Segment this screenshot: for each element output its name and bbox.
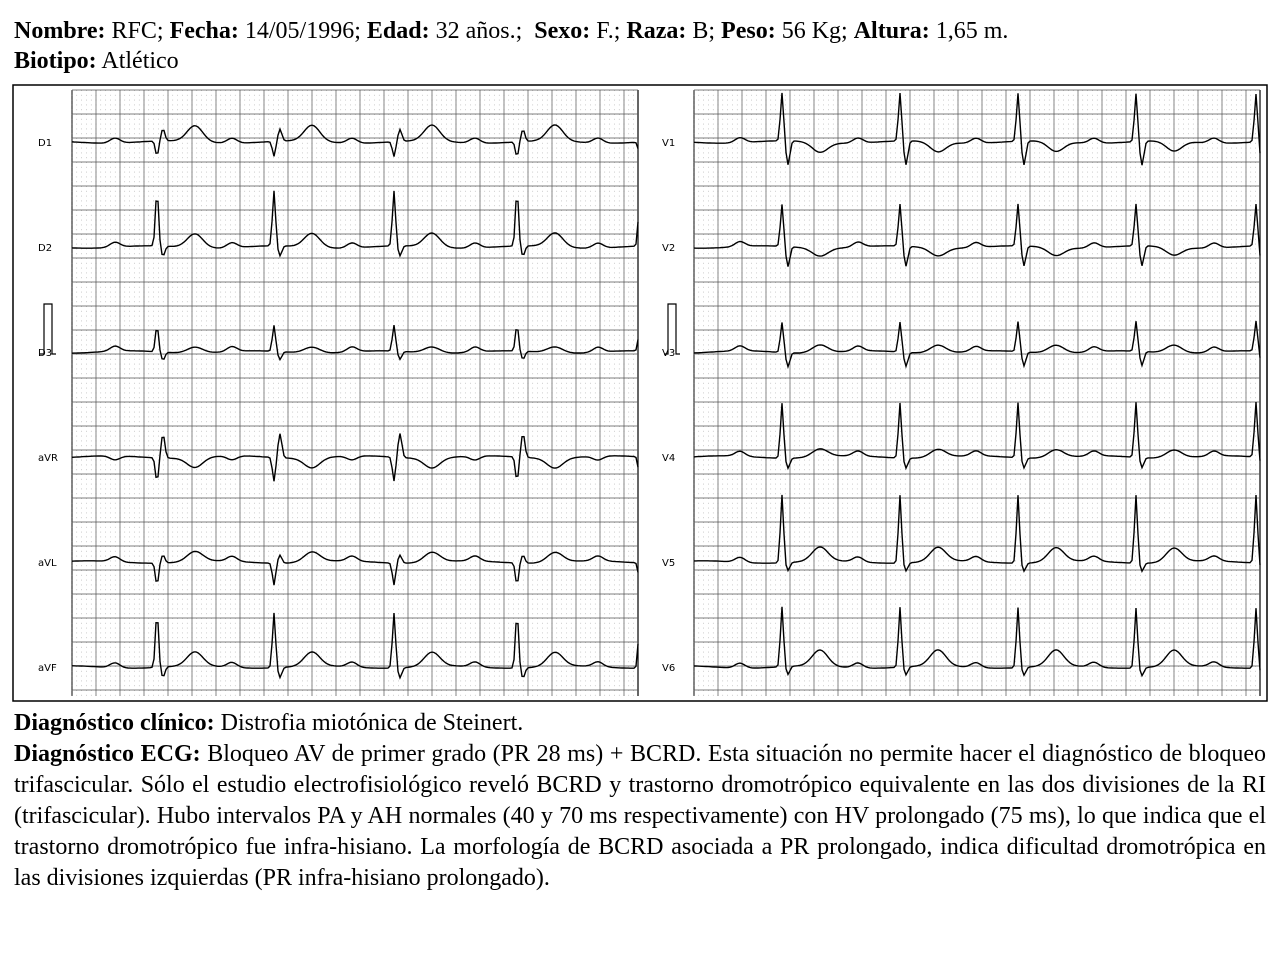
lead-label-v3: V3	[662, 348, 676, 359]
diagnosis-section	[14, 708, 1266, 894]
age-label: Edad:	[366, 18, 430, 44]
lead-label-d3: D3	[38, 348, 53, 359]
patient-header	[14, 16, 1264, 76]
ecg-tracing	[12, 84, 1268, 702]
lead-label-v5: V5	[662, 558, 676, 569]
lead-label-avl: aVL	[38, 558, 57, 569]
sex-label: Sexo:	[534, 18, 591, 44]
weight-value: 56 Kg;	[781, 18, 848, 44]
clinical-diagnosis	[14, 708, 1266, 739]
lead-label-v4: V4	[662, 453, 676, 464]
height-label: Altura:	[853, 18, 930, 44]
clinical-diagnosis-label: Diagnóstico clínico:	[14, 710, 215, 736]
lead-label-d1: D1	[38, 138, 53, 149]
ecg-figure	[12, 84, 1268, 702]
lead-label-v1: V1	[662, 138, 676, 149]
lead-label-v2: V2	[662, 243, 676, 254]
patient-info-line	[14, 16, 1264, 46]
biotype-label: Biotipo:	[14, 48, 97, 74]
lead-label-avf: aVF	[38, 663, 57, 674]
weight-label: Peso:	[721, 18, 776, 44]
lead-label-d2: D2	[38, 243, 53, 254]
biotype-line	[14, 46, 1264, 76]
ecg-diagnosis	[14, 739, 1266, 894]
ecg-diagnosis-text: Bloqueo AV de primer grado (PR 28 ms) + BCRD. Esta situación no permite hacer el diagnóstico de bloqueo trifascicular. Sólo el estudio electrofisiológico reveló BCRD y trastorno dromotrópico equivalente en las dos divisiones de la RI (trifascicular). Hubo intervalos PA y AH normales (40 y 70 ms respectivamente) con HV prolongado (75 ms), lo que indica que el trastorno dromotrópico fue infra-hisiano. La morfología de BCRD asociada a PR prolongado, indica dificultad dromotrópica en las divisiones izquierdas (PR infra-hisiano prolongado).	[14, 741, 1266, 891]
race-value: B;	[692, 18, 716, 44]
date-value: 14/05/1996;	[244, 18, 361, 44]
name-value: RFC;	[111, 18, 164, 44]
clinical-diagnosis-text: Distrofia miotónica de Steinert.	[220, 710, 524, 736]
name-label: Nombre:	[14, 18, 106, 44]
height-value: 1,65 m.	[935, 18, 1009, 44]
date-label: Fecha:	[169, 18, 239, 44]
ecg-diagnosis-label: Diagnóstico ECG:	[14, 741, 201, 767]
age-value: 32 años.;	[435, 18, 523, 44]
lead-label-avr: aVR	[38, 453, 58, 464]
ecg-frame	[13, 85, 1267, 701]
lead-label-v6: V6	[662, 663, 676, 674]
race-label: Raza:	[626, 18, 687, 44]
biotype-value: Atlético	[101, 48, 179, 74]
sex-value: F.;	[596, 18, 621, 44]
